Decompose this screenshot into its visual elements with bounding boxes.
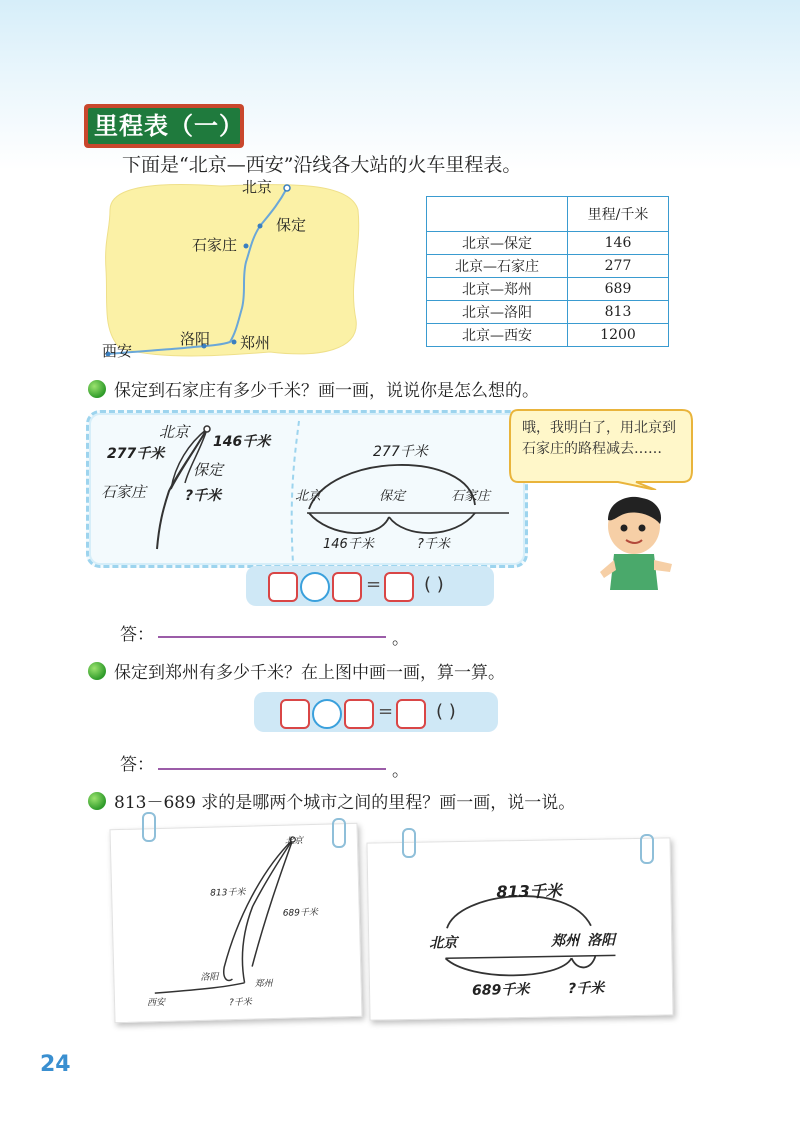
- answer-line-1[interactable]: [158, 636, 386, 638]
- equals-sign: =: [378, 701, 394, 722]
- answer-box[interactable]: [332, 572, 362, 602]
- line-city-shijiazhuang: 石家庄: [451, 489, 491, 504]
- sketch-distance-unknown: ?千米: [185, 488, 222, 504]
- section-title-badge: [84, 104, 244, 148]
- note2-bottom-left-distance: 689千米: [471, 981, 530, 999]
- answer-end: 。: [392, 761, 409, 781]
- table-header-row: [427, 197, 669, 232]
- bullet-icon: [88, 792, 106, 810]
- table-header-route: [427, 197, 568, 232]
- paper-clip-icon: [332, 818, 346, 848]
- note1-city-zhengzhou: 郑州: [254, 979, 273, 990]
- city-shijiazhuang: 石家庄: [192, 236, 238, 254]
- line-top-distance: 277千米: [373, 444, 428, 460]
- baoding-dot: [258, 224, 263, 229]
- note2-bottom-right-distance: ?千米: [567, 980, 605, 998]
- operator-circle[interactable]: [312, 699, 342, 729]
- table-row: [427, 232, 669, 255]
- table-cell-route: 北京—石家庄: [427, 255, 568, 278]
- table-row: [427, 324, 669, 347]
- table-row: [427, 301, 669, 324]
- note1-city-xian: 西安: [146, 997, 166, 1009]
- sketch-distance-277: 277千米: [107, 446, 165, 462]
- answer-box[interactable]: [344, 699, 374, 729]
- section-title: 里程表（一）: [88, 108, 240, 144]
- route-map: [100, 180, 362, 360]
- answer-end: 。: [392, 629, 409, 649]
- line-bottom-right-distance: ?千米: [417, 537, 450, 552]
- city-luoyang: 洛阳: [180, 330, 211, 348]
- table-cell-km: 277: [568, 255, 669, 278]
- question-2-text: 保定到郑州有多少千米？在上图中画一画，算一算。: [114, 663, 505, 683]
- note2-city-luoyang: 洛阳: [587, 932, 616, 949]
- answer-box[interactable]: [280, 699, 310, 729]
- table-cell-km: 813: [568, 301, 669, 324]
- sketch-distance-146: 146千米: [213, 434, 271, 450]
- city-zhengzhou: 郑州: [240, 334, 271, 352]
- table-cell-route: 北京—洛阳: [427, 301, 568, 324]
- answer-box[interactable]: [268, 572, 298, 602]
- unit-parentheses[interactable]: ( ): [424, 574, 444, 595]
- mileage-table: [426, 196, 669, 347]
- sketch-box: [86, 410, 528, 568]
- line-city-baoding: 保定: [379, 489, 406, 504]
- page-number: 24: [40, 1052, 71, 1077]
- answer-line-2[interactable]: [158, 768, 386, 770]
- answer-label: 答：: [120, 755, 154, 775]
- speech-text: 哦，我明白了，用北京到石家庄的路程减去……: [522, 420, 676, 457]
- line-city-beijing: 北京: [295, 489, 322, 504]
- operator-circle[interactable]: [300, 572, 330, 602]
- zhengzhou-dot: [232, 340, 237, 345]
- boy-illustration: [594, 494, 676, 598]
- sketch-city-beijing: 北京: [159, 423, 190, 441]
- table-row: [427, 255, 669, 278]
- table-cell-km: 689: [568, 278, 669, 301]
- table-row: [427, 278, 669, 301]
- sketch-note-2: [366, 837, 673, 1020]
- route-map-svg: [100, 180, 362, 360]
- shijiazhuang-dot: [244, 244, 249, 249]
- equals-sign: =: [366, 574, 382, 595]
- answer-box[interactable]: [384, 572, 414, 602]
- sketch-city-baoding: 保定: [193, 461, 224, 479]
- paper-clip-icon: [640, 834, 654, 864]
- answer-box[interactable]: [396, 699, 426, 729]
- table-cell-km: 146: [568, 232, 669, 255]
- table-cell-route: 北京—郑州: [427, 278, 568, 301]
- table-cell-route: 北京—西安: [427, 324, 568, 347]
- table-cell-km: 1200: [568, 324, 669, 347]
- beijing-dot: [284, 185, 290, 191]
- table-cell-route: 北京—保定: [427, 232, 568, 255]
- table-header-km: 里程/千米: [568, 197, 669, 232]
- city-beijing: 北京: [242, 178, 273, 196]
- bullet-icon: [88, 380, 106, 398]
- line-bottom-left-distance: 146千米: [323, 537, 374, 552]
- sketch-note-1: [110, 823, 363, 1023]
- city-xian: 西安: [102, 342, 133, 360]
- note2-top-distance: 813千米: [496, 881, 562, 902]
- intro-text: 下面是“北京—西安”沿线各大站的火车里程表。: [122, 154, 522, 176]
- paper-clip-icon: [142, 812, 156, 842]
- answer-label: 答：: [120, 625, 154, 645]
- city-baoding: 保定: [276, 216, 307, 234]
- question-3-text: 813－689 求的是哪两个城市之间的里程？画一画，说一说。: [114, 793, 576, 813]
- note1-distance-689: 689千米: [282, 907, 319, 919]
- unit-parentheses[interactable]: ( ): [436, 701, 456, 722]
- question-1-text: 保定到石家庄有多少千米？画一画，说说你是怎么想的。: [114, 381, 539, 401]
- sketch-city-shijiazhuang: 石家庄: [101, 483, 147, 501]
- bullet-icon: [88, 662, 106, 680]
- note1-city-beijing: 北京: [284, 836, 304, 847]
- note2-city-beijing: 北京: [429, 935, 458, 952]
- paper-clip-icon: [402, 828, 416, 858]
- note1-distance-unknown: ?千米: [228, 997, 253, 1009]
- note1-distance-813: 813千米: [210, 887, 246, 899]
- note2-city-zhengzhou: 郑州: [551, 932, 580, 950]
- note1-city-luoyang: 洛阳: [200, 972, 219, 983]
